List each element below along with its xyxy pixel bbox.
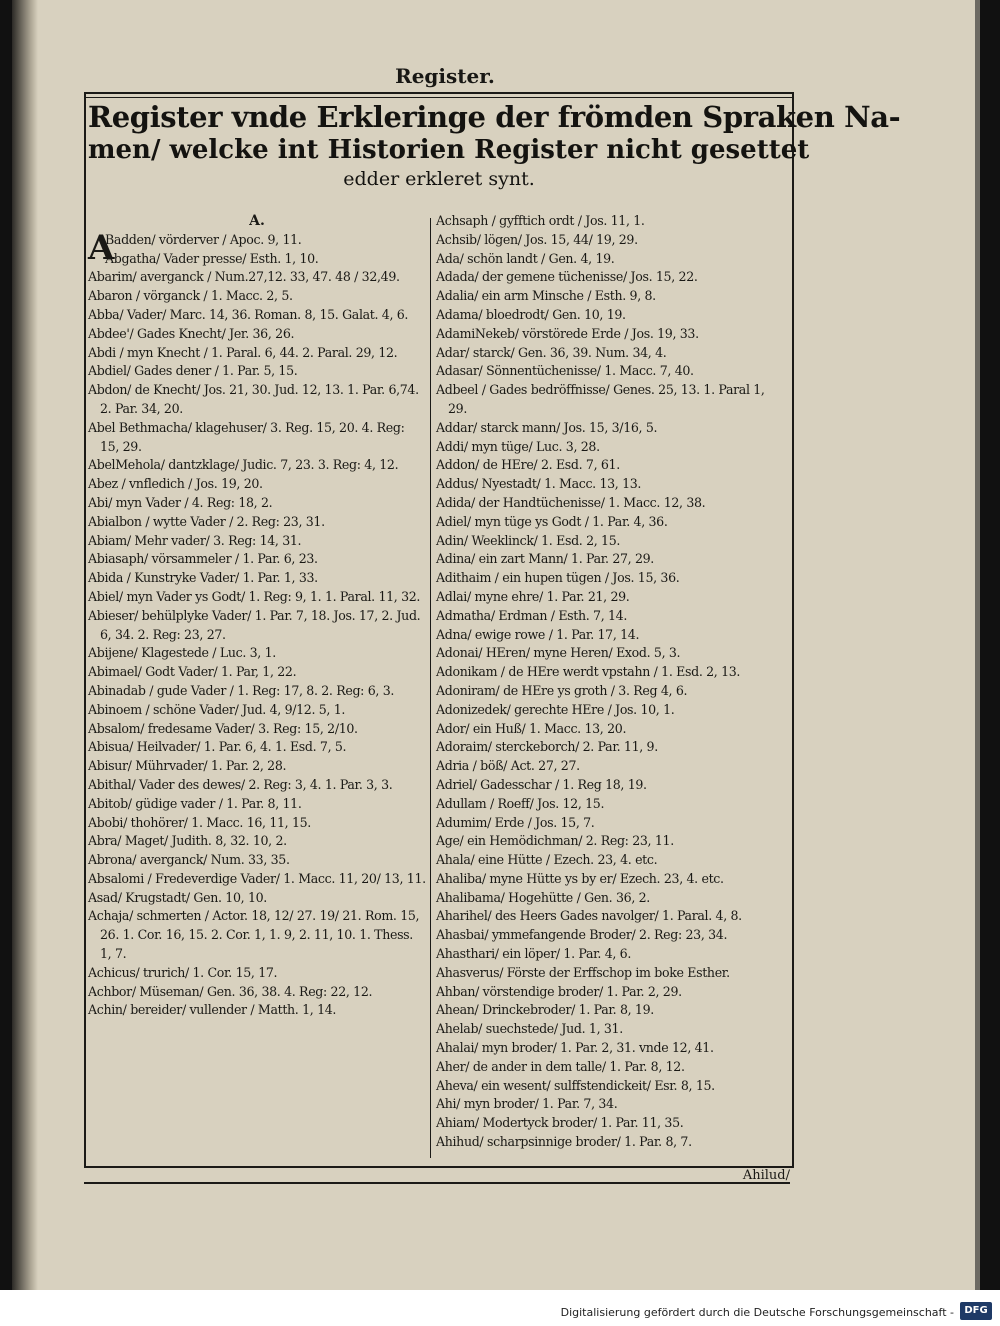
register-entry: Adonikam / de HEre werdt vpstahn / 1. Esd. 2, 13. [436, 664, 741, 680]
register-entry: Adida/ der Handtüchenisse/ 1. Macc. 12, 38. [436, 494, 706, 510]
register-entry: Adriel/ Gadesschar / 1. Reg 18, 19. [436, 776, 647, 792]
register-entry: Adlai/ myne ehre/ 1. Par. 21, 29. [436, 588, 630, 604]
register-entry: Ahean/ Drinckebroder/ 1. Par. 8, 19. [436, 1002, 654, 1018]
left-column [88, 212, 426, 1020]
register-entry: Adoniram/ de HEre ys groth / 3. Reg 4, 6. [436, 682, 688, 698]
register-entry: Abiasaph/ vörsammeler / 1. Par. 6, 23. [88, 551, 318, 567]
register-entry: Asad/ Krugstadt/ Gen. 10, 10. [88, 889, 267, 905]
register-entry: Absalomi / Fredeverdige Vader/ 1. Macc. 11, 20/ 13, 11. [88, 870, 426, 886]
register-entry: Addon/ de HEre/ 2. Esd. 7, 61. [436, 457, 620, 473]
register-entry: Abba/ Vader/ Marc. 14, 36. Roman. 8, 15. Galat. 4, 6. [88, 306, 409, 322]
register-entry: Adullam / Roeff/ Jos. 12, 15. [436, 795, 605, 811]
register-entry: Aharihel/ des Heers Gades navolger/ 1. Paral. 4, 8. [436, 908, 742, 924]
register-entry: Abimael/ Godt Vader/ 1. Par, 1, 22. [88, 664, 297, 680]
register-entry: Abaron / vörganck / 1. Macc. 2, 5. [88, 288, 293, 304]
register-entry: Adonai/ HEren/ myne Heren/ Exod. 5, 3. [436, 645, 681, 661]
register-entry: Ahala/ eine Hütte / Ezech. 23, 4. etc. [436, 852, 658, 868]
register-entry: Age/ ein Hemödichman/ 2. Reg: 23, 11. [436, 833, 674, 849]
register-entry: Abgatha/ Vader presse/ Esth. 1, 10. [105, 250, 319, 266]
running-head: Register. [395, 64, 495, 88]
register-entry: Adumim/ Erde / Jos. 15, 7. [436, 814, 595, 830]
register-entry: Abel Bethmacha/ klagehuser/ 3. Reg. 15, 20. 4. Reg: 15, 29. [88, 419, 405, 454]
register-entry: Adonizedek/ gerechte HEre / Jos. 10, 1. [436, 701, 675, 717]
register-entry: Abiam/ Mehr vader/ 3. Reg: 14, 31. [88, 532, 302, 548]
page-title [88, 100, 901, 192]
register-entry: Abiel/ myn Vader ys Godt/ 1. Reg: 9, 1. 1. Paral. 11, 32. [88, 588, 421, 604]
register-entry: Achsib/ lögen/ Jos. 15, 44/ 19, 29. [436, 231, 638, 247]
register-entry: Ada/ schön landt / Gen. 4, 19. [436, 250, 615, 266]
register-entry: AdamiNekeb/ vörstörede Erde / Jos. 19, 33. [436, 325, 699, 341]
register-entry: Adada/ der gemene tüchenisse/ Jos. 15, 22. [436, 269, 698, 285]
dfg-logo: DFG [960, 1302, 992, 1320]
register-entry: Adbeel / Gades bedröffnisse/ Genes. 25, 13. 1. Paral 1, 29. [436, 382, 765, 416]
title-line-2: men/ welcke int Historien Register nicht gesettet [88, 135, 810, 165]
register-entry: Abdon/ de Knecht/ Jos. 21, 30. Jud. 12, 13. 1. Par. 6,74. 2. Par. 34, 20. [88, 382, 419, 416]
register-entry: Admatha/ Erdman / Esth. 7, 14. [436, 607, 628, 623]
register-entry: Ahelab/ suechstede/ Jud. 1, 31. [436, 1021, 623, 1037]
funding-note: Digitalisierung gefördert durch die Deutsche Forschungsgemeinschaft - [560, 1306, 954, 1319]
section-letter: A. [249, 213, 265, 229]
register-entry: Ador/ ein Huß/ 1. Macc. 13, 20. [436, 720, 627, 736]
register-entry: Adria / böß/ Act. 27, 27. [436, 758, 580, 774]
register-entry: Abrona/ averganck/ Num. 33, 35. [88, 852, 290, 868]
register-entry: Ahasbai/ ymmefangende Broder/ 2. Reg: 23, 34. [436, 927, 728, 943]
register-entry: Abisua/ Heilvader/ 1. Par. 6, 4. 1. Esd. 7, 5. [88, 739, 347, 755]
register-entry: Ahalibama/ Hogehütte / Gen. 36, 2. [436, 889, 650, 905]
register-entry: Ahihud/ scharpsinnige broder/ 1. Par. 8, 7. [436, 1134, 692, 1150]
register-entry: Ahasthari/ ein löper/ 1. Par. 4, 6. [436, 946, 631, 962]
register-entry: Adasar/ Sönnentüchenisse/ 1. Macc. 7, 40. [436, 363, 694, 379]
register-entry: Addi/ myn tüge/ Luc. 3, 28. [436, 438, 600, 454]
register-entry: AbelMehola/ dantzklage/ Judic. 7, 23. 3. Reg: 4, 12. [88, 457, 399, 473]
register-entry: Abdee'/ Gades Knecht/ Jer. 36, 26. [88, 325, 295, 341]
frame-rule [84, 97, 794, 98]
register-entry: Achin/ bereider/ vullender / Matth. 1, 14. [88, 1002, 337, 1018]
register-entry: Abinoem / schöne Vader/ Jud. 4, 9/12. 5, 1. [88, 701, 346, 717]
register-entry: Adna/ ewige rowe / 1. Par. 17, 14. [436, 626, 640, 642]
register-entry: Adithaim / ein hupen tügen / Jos. 15, 36. [436, 570, 680, 586]
register-entry: Ahi/ myn broder/ 1. Par. 7, 34. [436, 1096, 618, 1112]
register-entry: Absalom/ fredesame Vader/ 3. Reg: 15, 2/10. [88, 720, 358, 736]
column-divider [430, 218, 431, 1158]
register-entry: Abijene/ Klagestede / Luc. 3, 1. [88, 645, 276, 661]
register-entry: Ahban/ vörstendige broder/ 1. Par. 2, 29. [436, 983, 682, 999]
right-column [436, 212, 786, 1152]
bottom-rule [84, 1182, 790, 1184]
register-entry: Adama/ bloedrodt/ Gen. 10, 19. [436, 306, 626, 322]
register-entry: Achsaph / gyfftich ordt / Jos. 11, 1. [436, 213, 645, 228]
register-entry: Abobi/ thohörer/ 1. Macc. 16, 11, 15. [88, 814, 311, 830]
register-entry: Abdi / myn Knecht / 1. Paral. 6, 44. 2. Paral. 29, 12. [88, 344, 398, 360]
register-entry: Abitob/ güdige vader / 1. Par. 8, 11. [88, 795, 302, 811]
register-entry: Abieser/ behülplyke Vader/ 1. Par. 7, 18. Jos. 17, 2. Jud. 6, 34. 2. Reg: 23, 27. [88, 607, 421, 642]
register-entry: Achbor/ Müseman/ Gen. 36, 38. 4. Reg: 22, 12. [88, 983, 373, 999]
register-entry: Abinadab / gude Vader / 1. Reg: 17, 8. 2. Reg: 6, 3. [88, 682, 395, 698]
register-entry: Adar/ starck/ Gen. 36, 39. Num. 34, 4. [436, 344, 667, 360]
register-entry: Adiel/ myn tüge ys Godt / 1. Par. 4, 36. [436, 513, 668, 529]
register-entry: Addus/ Nyestadt/ 1. Macc. 13, 13. [436, 476, 642, 492]
register-entry: Aheva/ ein wesent/ sulffstendickeit/ Esr. 8, 15. [436, 1077, 715, 1093]
register-entry: Adalia/ ein arm Minsche / Esth. 9, 8. [436, 288, 656, 304]
title-line-3: edder erkleret synt. [343, 168, 535, 190]
register-entry: Abithal/ Vader des dewes/ 2. Reg: 3, 4. 1. Par. 3, 3. [88, 776, 393, 792]
register-entry: Adin/ Weeklinck/ 1. Esd. 2, 15. [436, 532, 621, 548]
register-entry: Ahaliba/ myne Hütte ys by er/ Ezech. 23, 4. etc. [436, 870, 724, 886]
register-entry: Abra/ Maget/ Judith. 8, 32. 10, 2. [88, 833, 287, 849]
register-entry: Ahalai/ myn broder/ 1. Par. 2, 31. vnde 12, 41. [436, 1040, 714, 1056]
register-entry: Abarim/ averganck / Num.27,12. 33, 47. 48 / 32,49. [88, 269, 400, 285]
register-entry: Adoraim/ sterckeborch/ 2. Par. 11, 9. [436, 739, 658, 755]
register-entry: Aher/ de ander in dem talle/ 1. Par. 8, 12. [436, 1058, 685, 1074]
register-entry: Abisur/ Mührvader/ 1. Par. 2, 28. [88, 758, 287, 774]
register-entry: Achaja/ schmerten / Actor. 18, 12/ 27. 19/ 21. Rom. 15, 26. 1. Cor. 16, 15. 2. Cor. 1, 1. 9, 2. 11, 10. 1. Thess. 1, 7. [88, 908, 420, 962]
register-entry: Ahasverus/ Förste der Erffschop im boke Esther. [436, 964, 730, 980]
register-entry: Abialbon / wytte Vader / 2. Reg: 23, 31. [88, 513, 325, 529]
register-entry: Adina/ ein zart Mann/ 1. Par. 27, 29. [436, 551, 654, 567]
register-entry: Addar/ starck mann/ Jos. 15, 3/16, 5. [436, 419, 658, 435]
register-entry: Abdiel/ Gades dener / 1. Par. 5, 15. [88, 363, 298, 379]
catchword: Ahilud/ [742, 1168, 790, 1183]
gutter-shadow [12, 0, 38, 1290]
footer-bar [0, 1290, 1000, 1326]
register-entry: Abida / Kunstryke Vader/ 1. Par. 1, 33. [88, 570, 318, 586]
register-entry: Abi/ myn Vader / 4. Reg: 18, 2. [88, 494, 273, 510]
register-entry: ABadden/ vörderver / Apoc. 9, 11. [88, 227, 302, 268]
title-line-1: Register vnde Erkleringe der frömden Spraken Na- [88, 100, 901, 134]
register-entry: Ahiam/ Modertyck broder/ 1. Par. 11, 35. [436, 1115, 684, 1131]
register-entry: Abez / vnfledich / Jos. 19, 20. [88, 476, 263, 492]
register-entry: Achicus/ trurich/ 1. Cor. 15, 17. [88, 964, 278, 980]
